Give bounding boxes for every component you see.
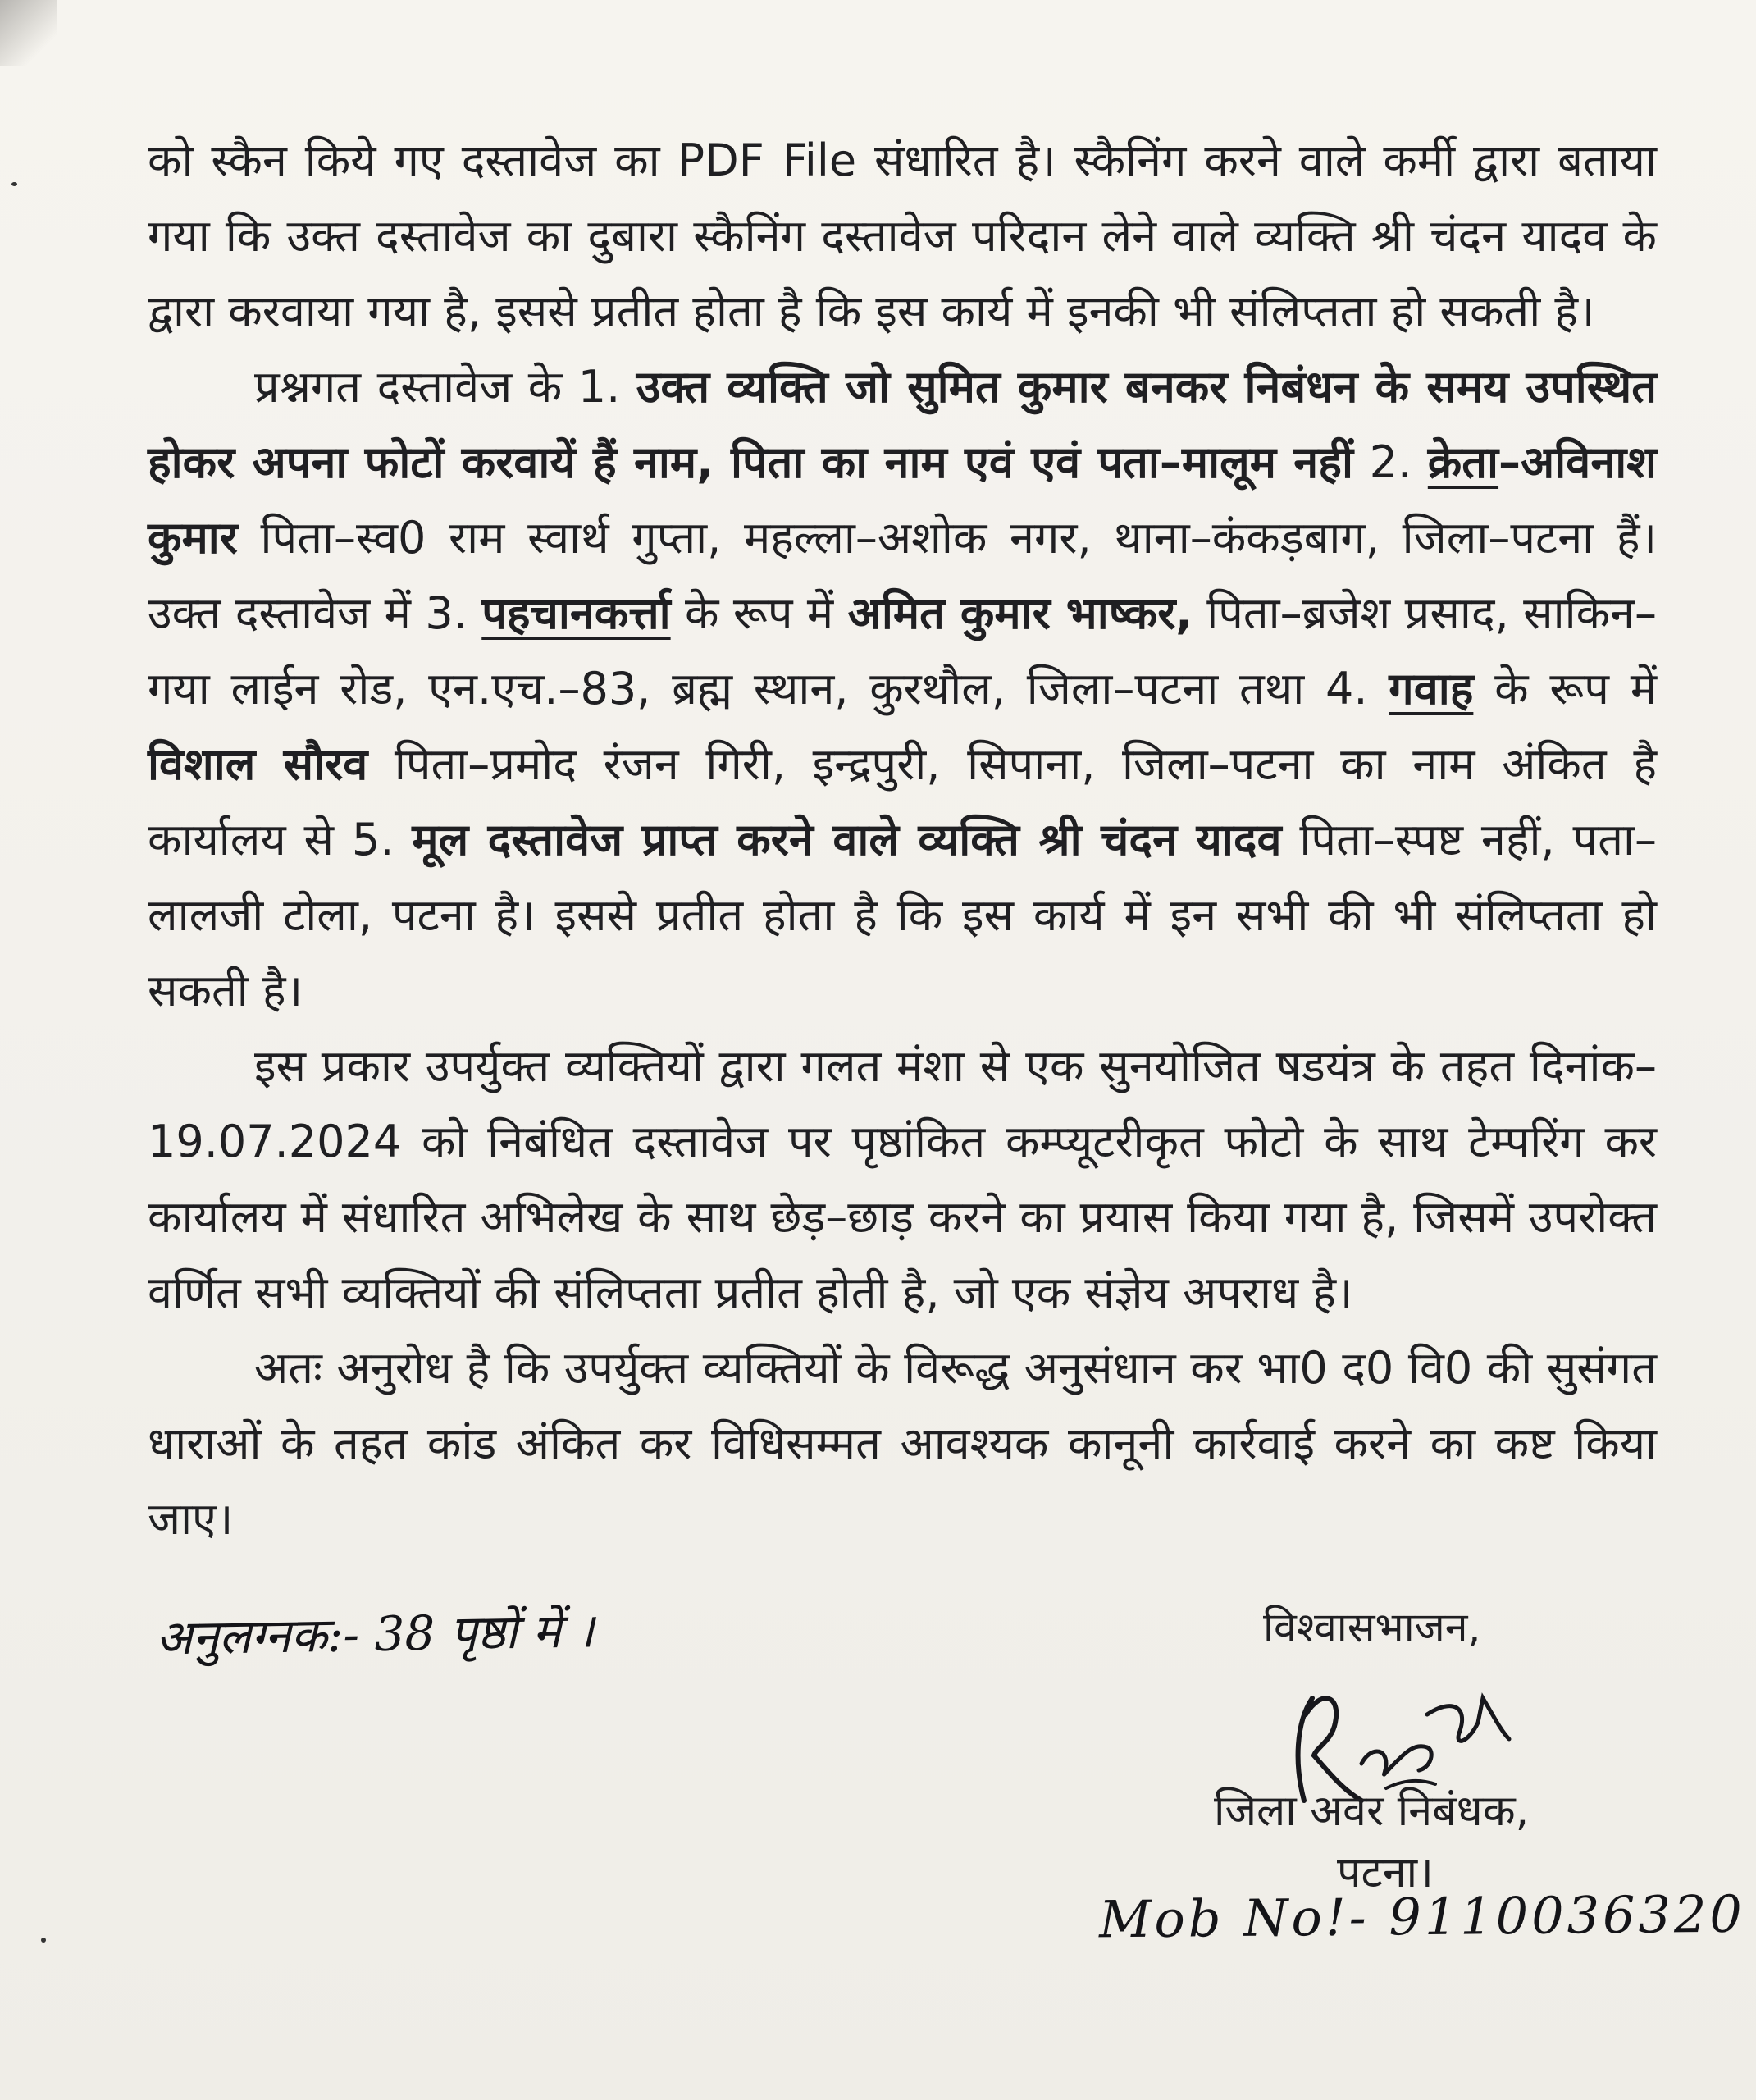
closing-salutation: विश्वासभाजन, xyxy=(1263,1604,1481,1651)
paragraph xyxy=(148,1029,1657,1331)
bold-text: उक्त व्यक्ति जो सुमित कुमार बनकर निबंधन के समय उपस्थित होकर अपना फोटों करवायें हैं नाम, पिता का नाम एवं एवं पता–मालूम नहीं xyxy=(148,361,1657,488)
body-text: पिता–ब्रजेश प्रसाद, साकिन–गया लाईन रोड, एन.एच.–83, ब्रह्म स्थान, कुरथौल, जिला–पटना तथा 4. xyxy=(148,587,1658,714)
scan-speck xyxy=(11,182,17,186)
bold-text: –अविनाश कुमार xyxy=(148,436,1657,564)
body-text: के रूप में xyxy=(1473,663,1658,714)
bold-text: अमित कुमार भाष्कर, xyxy=(847,587,1193,639)
underlined-role-label: पहचानकर्त्ता xyxy=(481,587,671,639)
paragraph xyxy=(148,123,1657,349)
underlined-role-label: गवाह xyxy=(1389,663,1474,714)
handwritten-enclosure-note: अनुलग्नक:- 38 पृष्ठों में । xyxy=(155,1602,595,1666)
paragraph xyxy=(148,349,1657,1029)
letter-body xyxy=(148,123,1657,1557)
body-text: प्रश्नगत दस्तावेज के 1. xyxy=(254,361,636,413)
handwritten-mobile-number: Mob No!- 9110036320 xyxy=(1098,1883,1746,1950)
page-corner-shadow xyxy=(0,0,57,66)
underlined-role-label: क्रेता xyxy=(1427,436,1499,488)
scan-speck xyxy=(41,1938,46,1942)
body-text: अतः अनुरोध है कि उपर्युक्त व्यक्तियों के विरूद्ध अनुसंधान कर भा0 द0 वि0 की सुसंगत धाराओं के तहत कांड अंकित कर विधिसम्मत आवश्यक कानूनी कार्रवाई करने का कष्ट किया जाए। xyxy=(148,1342,1657,1545)
body-text: पिता–स्पष्ट नहीं, पता–लालजी टोला, पटना है। इससे प्रतीत होता है कि इस कार्य में इन सभी की भी संलिप्तता हो सकती है। xyxy=(148,814,1657,1016)
body-text: 2. xyxy=(1352,436,1428,488)
place: पटना। xyxy=(1337,1848,1434,1897)
body-text: पिता–प्रमोद रंजन गिरी, इन्द्रपुरी, सिपाना, जिला–पटना का नाम अंकित है कार्यालय से 5. xyxy=(148,738,1657,865)
designation: जिला अवर निबंधक, xyxy=(1214,1787,1530,1836)
body-text: पिता–स्व0 राम स्वार्थ गुप्ता, महल्ला–अशोक नगर, थाना–कंकड़बाग, जिला–पटना हैं। उक्त दस्तावेज में 3. xyxy=(148,512,1657,639)
body-text: को स्कैन किये गए दस्तावेज का PDF File संधारित है। स्कैनिंग करने वाले कर्मी द्वारा बताया गया कि उक्त दस्तावेज का दुबारा स्कैनिंग दस्तावेज परिदान लेने वाले व्यक्ति श्री चंदन यादव के द्वारा करवाया गया है, इससे प्रतीत होता है कि इस कार्य में इनकी भी संलिप्तता हो सकती है। xyxy=(148,135,1657,337)
bold-text: विशाल सौरव xyxy=(148,738,368,790)
paragraph xyxy=(148,1331,1657,1557)
bold-text: मूल दस्तावेज प्राप्त करने वाले व्यक्ति श्री चंदन यादव xyxy=(412,814,1282,865)
body-text: के रूप में xyxy=(670,587,848,639)
body-text: इस प्रकार उपर्युक्त व्यक्तियों द्वारा गलत मंशा से एक सुनयोजित षडयंत्र के तहत दिनांक–19.07.2024 को निबंधित दस्तावेज पर पृष्ठांकित कम्प्यूटरीकृत फोटो के साथ टेम्परिंग कर कार्यालय में संधारित अभिलेख के साथ छेड़–छाड़ करने का प्रयास किया गया है, जिसमें उपरोक्त वर्णित सभी व्यक्तियों की संलिप्तता प्रतीत होती है, जो एक संज्ञेय अपराध है। xyxy=(148,1040,1657,1318)
